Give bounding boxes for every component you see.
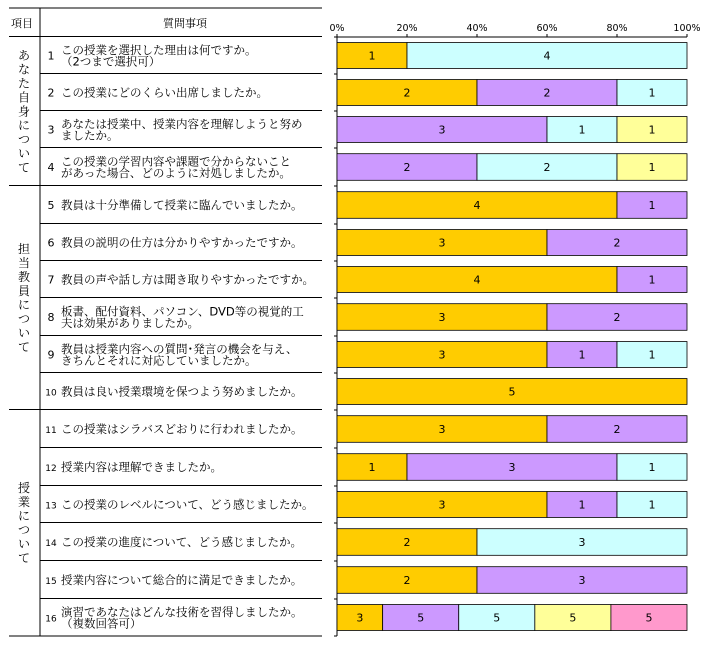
- question-text: 教員は十分準備して授業に臨んでいましたか。: [61, 198, 303, 212]
- data-label: 5: [645, 611, 653, 625]
- question-text: 板書、配付資料、パソコン、DVD等の視覚的工夫は効果がありましたか。: [61, 304, 304, 330]
- question-number: 15: [45, 577, 57, 587]
- question-number: 2: [47, 86, 55, 100]
- question-number: 1: [47, 49, 55, 63]
- data-label: 2: [403, 574, 411, 587]
- data-label: 3: [438, 348, 446, 362]
- question-text: 教員の説明の仕方は分かりやすかったですか。: [61, 235, 303, 250]
- data-label: 2: [543, 161, 551, 174]
- question-number: 3: [47, 123, 55, 137]
- question-number: 7: [47, 273, 55, 287]
- question-number: 16: [45, 614, 57, 625]
- data-label: 1: [578, 348, 586, 362]
- question-header: 質問事項: [163, 17, 207, 30]
- data-label: 5: [569, 611, 577, 625]
- data-label: 3: [578, 536, 586, 549]
- data-label: 1: [648, 461, 656, 474]
- data-label: 2: [613, 311, 621, 324]
- data-label: 1: [648, 161, 656, 174]
- question-text: 演習であなたはどんな技術を習得しましたか。（複数回答可）: [61, 604, 303, 631]
- data-label: 3: [356, 611, 364, 625]
- question-number: 6: [47, 236, 55, 250]
- data-label: 2: [403, 536, 411, 549]
- x-tick-label: 20%: [396, 23, 418, 34]
- question-text: この授業のレベルについて、どう感じましたか。: [61, 497, 314, 512]
- data-label: 1: [648, 86, 656, 100]
- question-number: 8: [47, 311, 55, 324]
- data-label: 1: [368, 49, 376, 63]
- question-number: 5: [47, 199, 55, 212]
- question-number: 12: [45, 464, 57, 474]
- data-label: 5: [493, 611, 501, 625]
- question-text: 授業内容は理解できましたか。: [61, 460, 222, 474]
- x-tick-label: 40%: [466, 23, 488, 34]
- x-tick-label: 0%: [329, 23, 345, 34]
- question-text: あなたは授業中、授業内容を理解しようと努めましたか。: [61, 116, 303, 143]
- data-label: 4: [543, 49, 551, 63]
- data-label: 3: [438, 423, 446, 436]
- x-tick-label: 80%: [606, 23, 628, 34]
- question-text: この授業を選択した理由は何ですか。（2つまで選択可）: [61, 42, 257, 69]
- data-label: 2: [613, 423, 621, 436]
- bars: [337, 43, 687, 631]
- question-number: 9: [47, 348, 55, 362]
- data-label: 3: [438, 311, 446, 324]
- question-text: 教員は授業内容への質問･発言の機会を与え、きちんとそれに対応していましたか。: [61, 341, 298, 368]
- question-text: 教員の声や話し方は聞き取りやすかったですか。: [61, 272, 314, 287]
- data-label: 1: [648, 498, 656, 512]
- data-label: 2: [403, 86, 411, 100]
- data-label: 3: [438, 236, 446, 250]
- data-label: 4: [473, 273, 481, 287]
- question-number: 13: [45, 501, 57, 512]
- data-label: 1: [648, 123, 656, 137]
- data-label: 3: [578, 574, 586, 587]
- data-label: 1: [368, 461, 376, 474]
- question-text: この授業の進度について、どう感じましたか。: [61, 535, 303, 549]
- data-label: 4: [473, 199, 481, 212]
- question-text: この授業はシラバスどおりに行われましたか。: [61, 422, 303, 436]
- question-text: 授業内容について総合的に満足できましたか。: [61, 573, 303, 587]
- category-label-3: 授業について: [17, 481, 31, 565]
- data-label: 2: [543, 86, 551, 100]
- data-label: 1: [648, 348, 656, 362]
- data-label: 1: [648, 199, 656, 212]
- question-text: この授業にどのくらい出席しましたか。: [61, 85, 268, 100]
- x-tick-label: 60%: [536, 23, 558, 34]
- x-tick-label: 100%: [673, 23, 701, 34]
- data-label: 5: [508, 385, 516, 399]
- question-number: 10: [45, 388, 57, 399]
- category-header: 項目: [11, 17, 33, 30]
- category-label-1: あなた自身について: [17, 48, 31, 175]
- question-number: 4: [47, 161, 55, 174]
- data-label: 3: [508, 461, 516, 474]
- data-label: 5: [417, 611, 425, 625]
- data-label: 2: [403, 161, 411, 174]
- data-label: 3: [438, 498, 446, 512]
- question-text: この授業の学習内容や課題で分からないことがあった場合、どのように対処しましたか。: [61, 154, 291, 180]
- data-label: 1: [578, 123, 586, 137]
- category-label-2: 担当教員について: [17, 242, 31, 354]
- data-label: 3: [438, 123, 446, 137]
- table-text: [11, 16, 314, 630]
- question-number: 14: [45, 539, 57, 549]
- question-text: 教員は良い授業環境を保つよう努めましたか。: [61, 384, 303, 399]
- data-label: 1: [578, 498, 586, 512]
- data-label: 1: [648, 273, 656, 287]
- question-number: 11: [45, 426, 57, 436]
- data-label: 2: [613, 236, 621, 250]
